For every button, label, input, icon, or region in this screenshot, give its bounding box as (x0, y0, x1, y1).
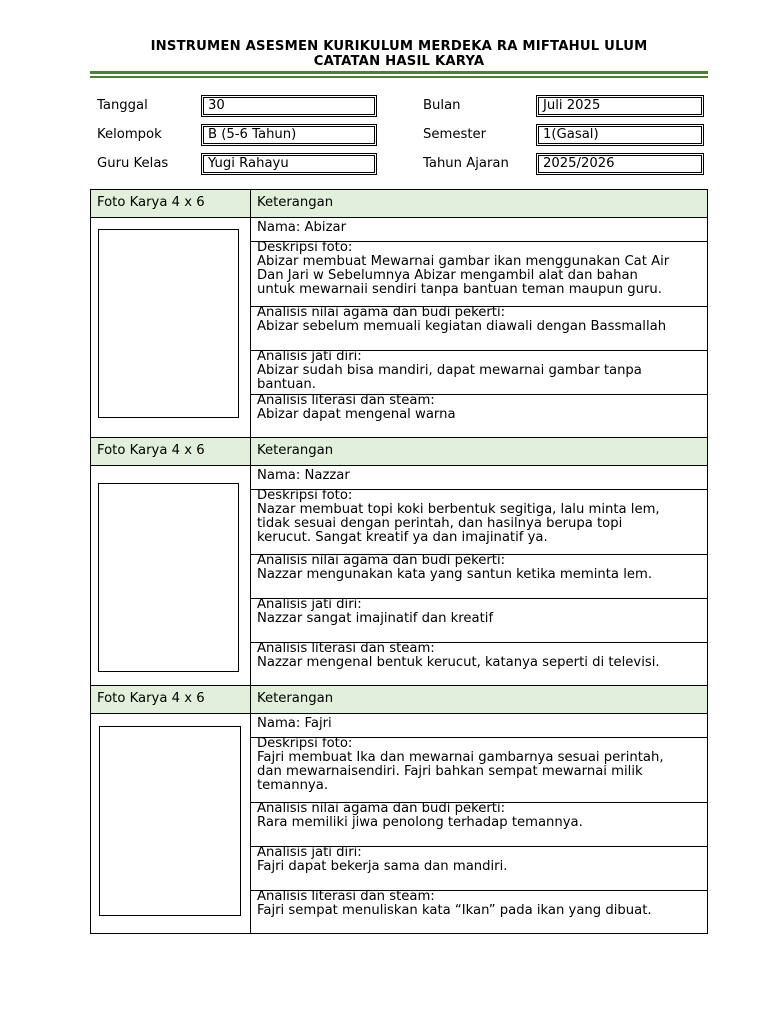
deskripsi-text: Dan Jari w Sebelumnya Abizar mengambil alat dan bahan (257, 268, 638, 283)
foto-karya-placeholder (98, 483, 239, 672)
document-title: INSTRUMEN ASESMEN KURIKULUM MERDEKA RA MIFTAHUL ULUM (150, 39, 648, 54)
agama-text: Nazzar mengunakan kata yang santun ketika meminta lem. (257, 567, 653, 582)
deskripsi-label: Deskripsi foto: (257, 488, 353, 503)
tanggal-field[interactable]: 30 (201, 95, 377, 117)
table-line (250, 189, 251, 438)
student-name: Nama: Nazzar (257, 468, 350, 483)
table-line (90, 437, 708, 438)
table-line (90, 933, 708, 934)
document-subtitle: CATATAN HASIL KARYA (313, 54, 485, 69)
table-line (90, 189, 708, 190)
title-rule-bottom (90, 76, 708, 78)
foto-karya-header: Foto Karya 4 x 6 (97, 691, 205, 706)
table-line (707, 189, 708, 438)
foto-karya-placeholder (98, 229, 239, 418)
table-line (90, 189, 91, 438)
deskripsi-text: tidak sesuai dengan perintah, dan hasilnya berupa topi (257, 516, 623, 531)
literasi-label: Analisis literasi dan steam: (257, 393, 435, 408)
deskripsi-text: Fajri membuat Ika dan mewarnai gambarnya sesuai perintah, (257, 750, 664, 765)
semester-label: Semester (423, 127, 487, 142)
keterangan-header: Keterangan (257, 195, 334, 210)
student-name: Nama: Fajri (257, 716, 332, 731)
title-rule-top (90, 71, 708, 74)
kelompok-label: Kelompok (97, 127, 162, 142)
agama-text: Rara memiliki jiwa penolong terhadap temannya. (257, 815, 583, 830)
student-name: Nama: Abizar (257, 220, 346, 235)
kelompok-field[interactable]: B (5-6 Tahun) (201, 124, 377, 146)
foto-karya-placeholder (99, 726, 241, 916)
literasi-text: Nazzar mengenal bentuk kerucut, katanya seperti di televisi. (257, 655, 660, 670)
deskripsi-text: dan mewarnaisendiri. Fajri bahkan sempat mewarnai milik (257, 764, 643, 779)
table-line (90, 465, 708, 466)
table-line (90, 437, 91, 686)
semester-field[interactable]: 1(Gasal) (536, 124, 704, 146)
table-line (250, 685, 251, 934)
tanggal-label: Tanggal (97, 98, 148, 113)
tahun-ajaran-label: Tahun Ajaran (423, 156, 509, 171)
agama-text: Abizar sebelum memuali kegiatan diawali dengan Bassmallah (257, 319, 667, 334)
table-line (90, 713, 708, 714)
guru-kelas-label: Guru Kelas (97, 156, 169, 171)
deskripsi-text: Nazar membuat topi koki berbentuk segitiga, lalu minta lem, (257, 502, 660, 517)
deskripsi-label: Deskripsi foto: (257, 736, 353, 751)
literasi-text: Fajri sempat menuliskan kata “Ikan” pada ikan yang dibuat. (257, 903, 652, 918)
keterangan-header: Keterangan (257, 443, 334, 458)
jati-diri-text: bantuan. (257, 377, 316, 392)
tahun-ajaran-field[interactable]: 2025/2026 (536, 153, 704, 175)
keterangan-header: Keterangan (257, 691, 334, 706)
foto-karya-header: Foto Karya 4 x 6 (97, 443, 205, 458)
agama-label: Analisis nilai agama dan budi pekerti: (257, 305, 506, 320)
deskripsi-text: Abizar membuat Mewarnai gambar ikan menggunakan Cat Air (257, 254, 670, 269)
foto-karya-header: Foto Karya 4 x 6 (97, 195, 205, 210)
bulan-label: Bulan (423, 98, 461, 113)
deskripsi-text: untuk mewarnaii sendiri tanpa bantuan teman maupun guru. (257, 282, 662, 297)
jati-diri-text: Abizar sudah bisa mandiri, dapat mewarnai gambar tanpa (257, 363, 642, 378)
agama-label: Analisis nilai agama dan budi pekerti: (257, 553, 506, 568)
literasi-text: Abizar dapat mengenal warna (257, 407, 456, 422)
jati-diri-text: Nazzar sangat imajinatif dan kreatif (257, 611, 494, 626)
table-line (707, 685, 708, 934)
jati-diri-text: Fajri dapat bekerja sama dan mandiri. (257, 859, 508, 874)
deskripsi-text: temannya. (257, 778, 329, 793)
table-line (90, 685, 708, 686)
table-line (707, 437, 708, 686)
literasi-label: Analisis literasi dan steam: (257, 641, 435, 656)
agama-label: Analisis nilai agama dan budi pekerti: (257, 801, 506, 816)
jati-diri-label: Analisis jati diri: (257, 597, 362, 612)
table-line (90, 685, 91, 934)
table-line (90, 217, 708, 218)
table-line (250, 437, 251, 686)
jati-diri-label: Analisis jati diri: (257, 349, 362, 364)
bulan-field[interactable]: Juli 2025 (536, 95, 704, 117)
deskripsi-text: kerucut. Sangat kreatif ya dan imajinatif ya. (257, 530, 548, 545)
deskripsi-label: Deskripsi foto: (257, 240, 353, 255)
guru-kelas-field[interactable]: Yugi Rahayu (201, 153, 377, 175)
literasi-label: Analisis literasi dan steam: (257, 889, 435, 904)
jati-diri-label: Analisis jati diri: (257, 845, 362, 860)
